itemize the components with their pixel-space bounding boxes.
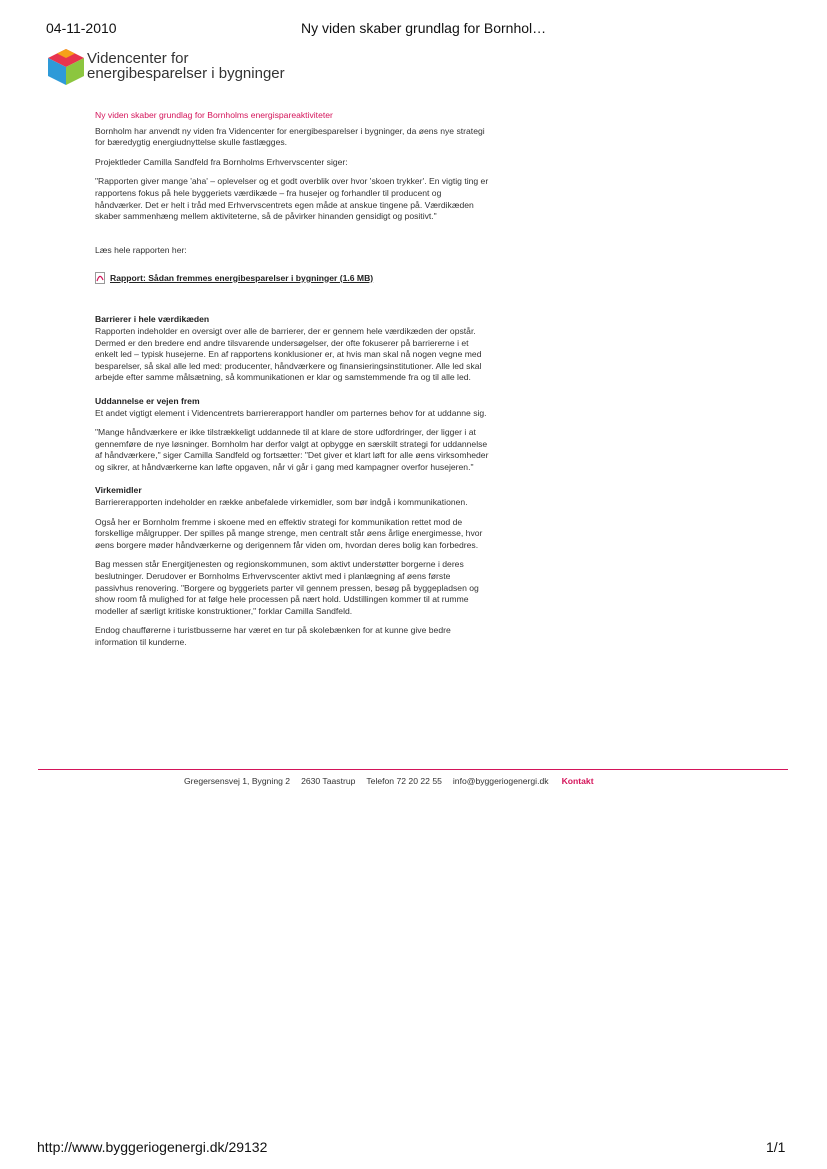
footer-email-link[interactable]: info@byggeriogenergi.dk [452,776,549,786]
logo-line-1: Videncenter for [87,50,189,67]
pdf-report-link[interactable] [95,272,490,284]
logo-text [87,51,285,81]
section-paragraph: Rapporten indeholder en oversigt over alle de barrierer, der er gennem hele værdikæden der opstår. Dermed er den bredere end andre tilsvarende undersøgelser, der ofte fokuserer på barriererne i et enkelt led – typisk husejerne. En af rapportens konklusioner er, at hvis man skal nå nogen vegne med besparelser, så skal alle led med: producenter, håndværkere og finansieringsinstitutioner. Alle led skal arbejde efter samme målsætning, så kommunikationen er klar og samstemmende fra og til alle led. [95,325,482,383]
footer-divider [38,769,788,770]
article-speaker: Projektleder Camilla Sandfeld fra Bornholms Erhvervscenter siger: [95,156,348,167]
section-paragraph: "Mange håndværkere er ikke tilstrækkeligt uddannede til at klare de store udfordringer, der ligger i at gennemføre de nye løsninger. Bornholm har derfor valgt at opbygge en særskilt strategi for uddannelse af håndværkere," siger Camilla Sandfeld og fortsætter: "Det giver et klart løft for alle øens virksomheder og sikrer, at håndværkerne kan løfte opgaven, når vi går i gang med kampagner overfor husejeren." [95,427,489,472]
site-footer [184,776,594,786]
section-paragraph: Endog chaufførerne i turistbusserne har været en tur på skolebænken for at kunne give bedre information til kunderne. [95,625,451,647]
footer-address: Gregersensvej 1, Bygning 2 [184,776,291,786]
article-quote: "Rapporten giver mange 'aha' – oplevelser og et godt overblik over hvor 'skoen trykker'. En vigtig ting er rapportens fokus på hele byggeriets værdikæde – fra husejer og forhandler til producent og håndværker. Det er helt i tråd med Erhvervscentrets egen måde at anskue tingene på. Værdikæden skaber sammenhæng mellem aktiviteterne, så de påvirker hinanden gensidigt og positivt." [95,176,489,222]
print-url: http://www.byggeriogenergi.dk/29132 [37,1139,268,1155]
read-more-label: Læs hele rapporten her: [95,244,187,255]
house-cube-logo-icon [46,47,86,87]
pdf-file-icon [95,272,106,284]
section-heading-barrierer: Barrierer i hele værdikæden [95,314,210,325]
footer-city: 2630 Taastrup [301,776,356,786]
logo-line-2: energibesparelser i bygninger [87,65,285,82]
section-heading-uddannelse: Uddannelse er vejen frem [95,395,200,406]
pdf-report-link-label: Rapport: Sådan fremmes energibesparelser i bygninger (1.6 MB) [110,272,374,283]
footer-phone: Telefon 72 20 22 55 [366,776,442,786]
section-paragraph: Barriererapporten indeholder en række anbefalede virkemidler, som bør indgå i kommunikationen. [95,497,468,508]
footer-contact-link[interactable]: Kontakt [561,776,594,786]
print-date: 04-11-2010 [46,20,117,36]
article [95,110,490,649]
article-intro: Bornholm har anvendt ny viden fra Videncenter for energibesparelser i bygninger, da øens nye strategi for bæredygtig energiudnyttelse skulle fastlægges. [95,125,485,148]
article-title: Ny viden skaber grundlag for Bornholms energispareaktiviteter [95,110,333,120]
section-paragraph: Et andet vigtigt element i Videncentrets barriererapport handler om parternes behov for at uddanne sig. [95,407,487,418]
section-paragraph: Bag messen står Energitjenesten og regionskommunen, som aktivt understøtter borgerne i deres beslutninger. Derudover er Bornholms Erhvervscenter aktivt med i planlægning af øens første passivhus renovering. "Borgere og byggeriets parter vil gennem pressen, besøg på byggepladsen og show room få mulighed for at følge hele processen på nært hold. Udstillingen kommer til at rumme modeller af særligt kritiske konstruktioner," forklar Camilla Sandfeld. [95,559,479,616]
site-logo[interactable] [46,47,296,91]
section-heading-virkemidler: Virkemidler [95,485,142,496]
section-paragraph: Også her er Bornholm fremme i skoene med en effektiv strategi for kommunikation rettet mod de forskellige målgrupper. Der spilles på mange strenge, men centralt står øens årlige energimesse, hvor øens borgere møder håndværkerne og derigennem får viden om, hvordan deres bolig kan forbedres. [95,516,483,550]
print-page-title: Ny viden skaber grundlag for Bornhol… [301,20,547,36]
print-page-number: 1/1 [766,1139,786,1155]
